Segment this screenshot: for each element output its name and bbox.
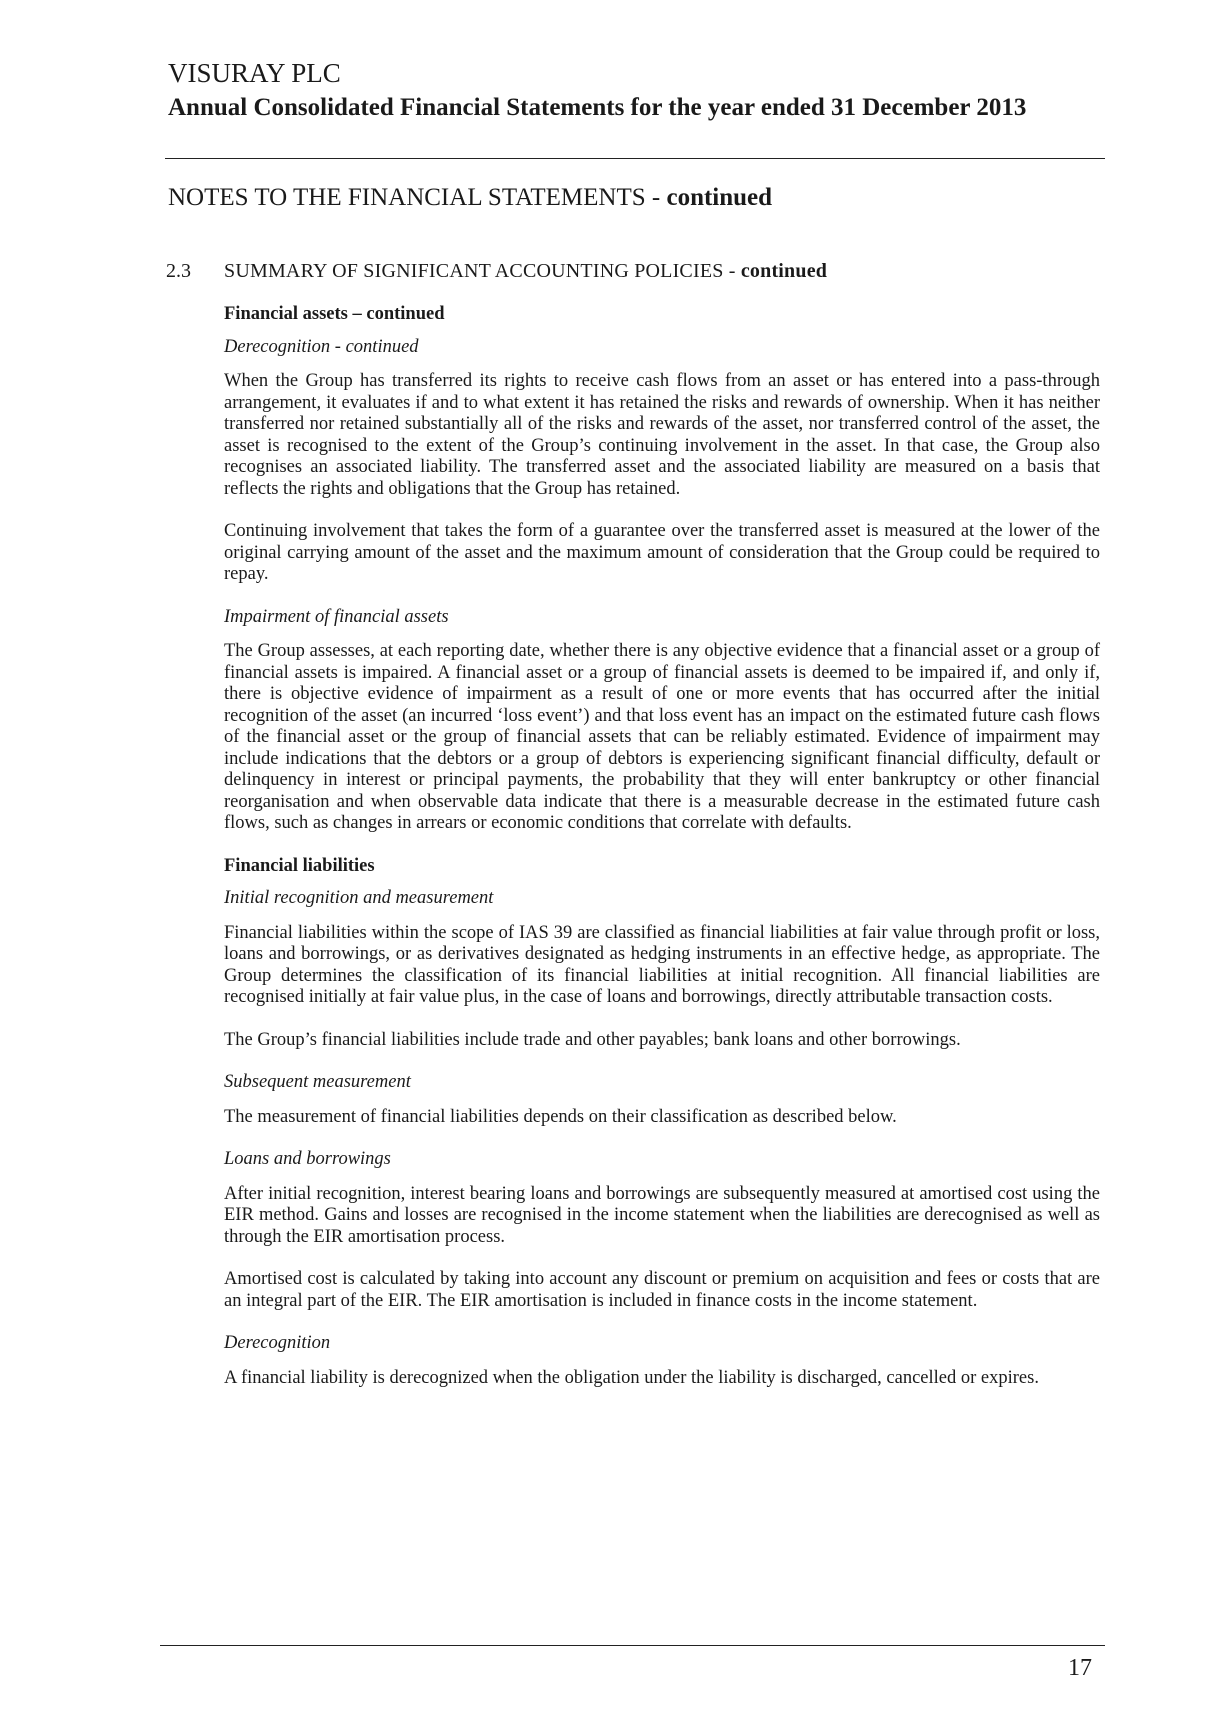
section-title-main: SUMMARY OF SIGNIFICANT ACCOUNTING POLICIES - <box>224 260 741 282</box>
section-title <box>224 260 827 283</box>
initial-recognition-heading: Initial recognition and measurement <box>224 888 494 908</box>
document-title: Annual Consolidated Financial Statements for the year ended 31 December 2013 <box>168 94 1027 121</box>
derecognition-continued-heading: Derecognition - continued <box>224 336 419 357</box>
page-number: 17 <box>1068 1655 1092 1681</box>
header-divider <box>165 158 1105 159</box>
notes-title-main: NOTES TO THE FINANCIAL STATEMENTS - <box>168 184 667 211</box>
financial-liabilities-heading: Financial liabilities <box>224 855 375 876</box>
liability-derecognition-heading: Derecognition <box>224 1333 331 1353</box>
body-content <box>224 304 1100 1410</box>
financial-assets-heading: Financial assets – continued <box>224 304 445 324</box>
impairment-paragraph: The Group assesses, at each reporting date, whether there is any objective evidence that a financial asset or a group of financial assets is impaired. A financial asset or a group of financial assets is deemed to be impaired if, and only if, there is objective evidence of impairment as a result of one or more events that has occurred after the initial recognition of the asset (an incurred ‘loss event’) and that loss event has an impact on the estimated future cash flows of the financial asset or the group of financial assets that can be reliably estimated. Evidence of impairment may include indications that the debtors or a group of debtors is experiencing significant financial difficulty, default or delinquency in interest or principal payments, the probability that they will enter bankruptcy or other financial reorganisation and when observable data indicate that there is a measurable decrease in the estimated future cash flows, such as changes in arrears or economic conditions that correlate with defaults. <box>224 641 1100 833</box>
liability-derecognition-paragraph: A financial liability is derecognized when the obligation under the liability is discharged, cancelled or expires. <box>224 1367 1039 1388</box>
derecognition-paragraph-1: When the Group has transferred its rights to receive cash flows from an asset or has entered into a pass-through arrangement, it evaluates if and to what extent it has retained the risks and rewards of ownership. When it has neither transferred nor retained substantially all of the risks and rewards of the asset, nor transferred control of the asset, the asset is recognised to the extent of the Group’s continuing involvement in the asset. In that case, the Group also recognises an associated liability. The transferred asset and the associated liability are measured on a basis that reflects the rights and obligations that the Group has retained. <box>224 371 1100 499</box>
impairment-heading: Impairment of financial assets <box>224 606 449 627</box>
notes-title <box>168 184 772 212</box>
section-number: 2.3 <box>166 260 191 282</box>
derecognition-paragraph-2: Continuing involvement that takes the form of a guarantee over the transferred asset is measured at the lower of the original carrying amount of the asset and the maximum amount of consideration that the Group could be required to repay. <box>224 521 1100 584</box>
loans-borrowings-paragraph-2: Amortised cost is calculated by taking into account any discount or premium on acquisition and fees or costs that are an integral part of the EIR. The EIR amortisation is included in finance costs in the income statement. <box>224 1269 1100 1311</box>
section-title-suffix: continued <box>740 260 828 282</box>
loans-borrowings-heading: Loans and borrowings <box>224 1149 391 1169</box>
company-name: VISURAY PLC <box>168 58 341 88</box>
notes-title-suffix: continued <box>666 184 773 211</box>
subsequent-measurement-paragraph: The measurement of financial liabilities depends on their classification as described below. <box>224 1106 897 1127</box>
initial-recognition-paragraph-1: Financial liabilities within the scope of IAS 39 are classified as financial liabilities at fair value through profit or loss, loans and borrowings, or as derivatives designated as hedging instruments in an effective hedge, as appropriate. The Group determines the classification of its financial liabilities at initial recognition. All financial liabilities are recognised initially at fair value plus, in the case of loans and borrowings, directly attributable transaction costs. <box>224 922 1100 1007</box>
initial-recognition-paragraph-2: The Group’s financial liabilities include trade and other payables; bank loans and other borrowings. <box>224 1029 961 1050</box>
subsequent-measurement-heading: Subsequent measurement <box>224 1072 411 1092</box>
loans-borrowings-paragraph-1: After initial recognition, interest bearing loans and borrowings are subsequently measured at amortised cost using the EIR method. Gains and losses are recognised in the income statement when the liabilities are derecognised as well as through the EIR amortisation process. <box>224 1183 1100 1247</box>
footer-divider <box>160 1645 1105 1646</box>
